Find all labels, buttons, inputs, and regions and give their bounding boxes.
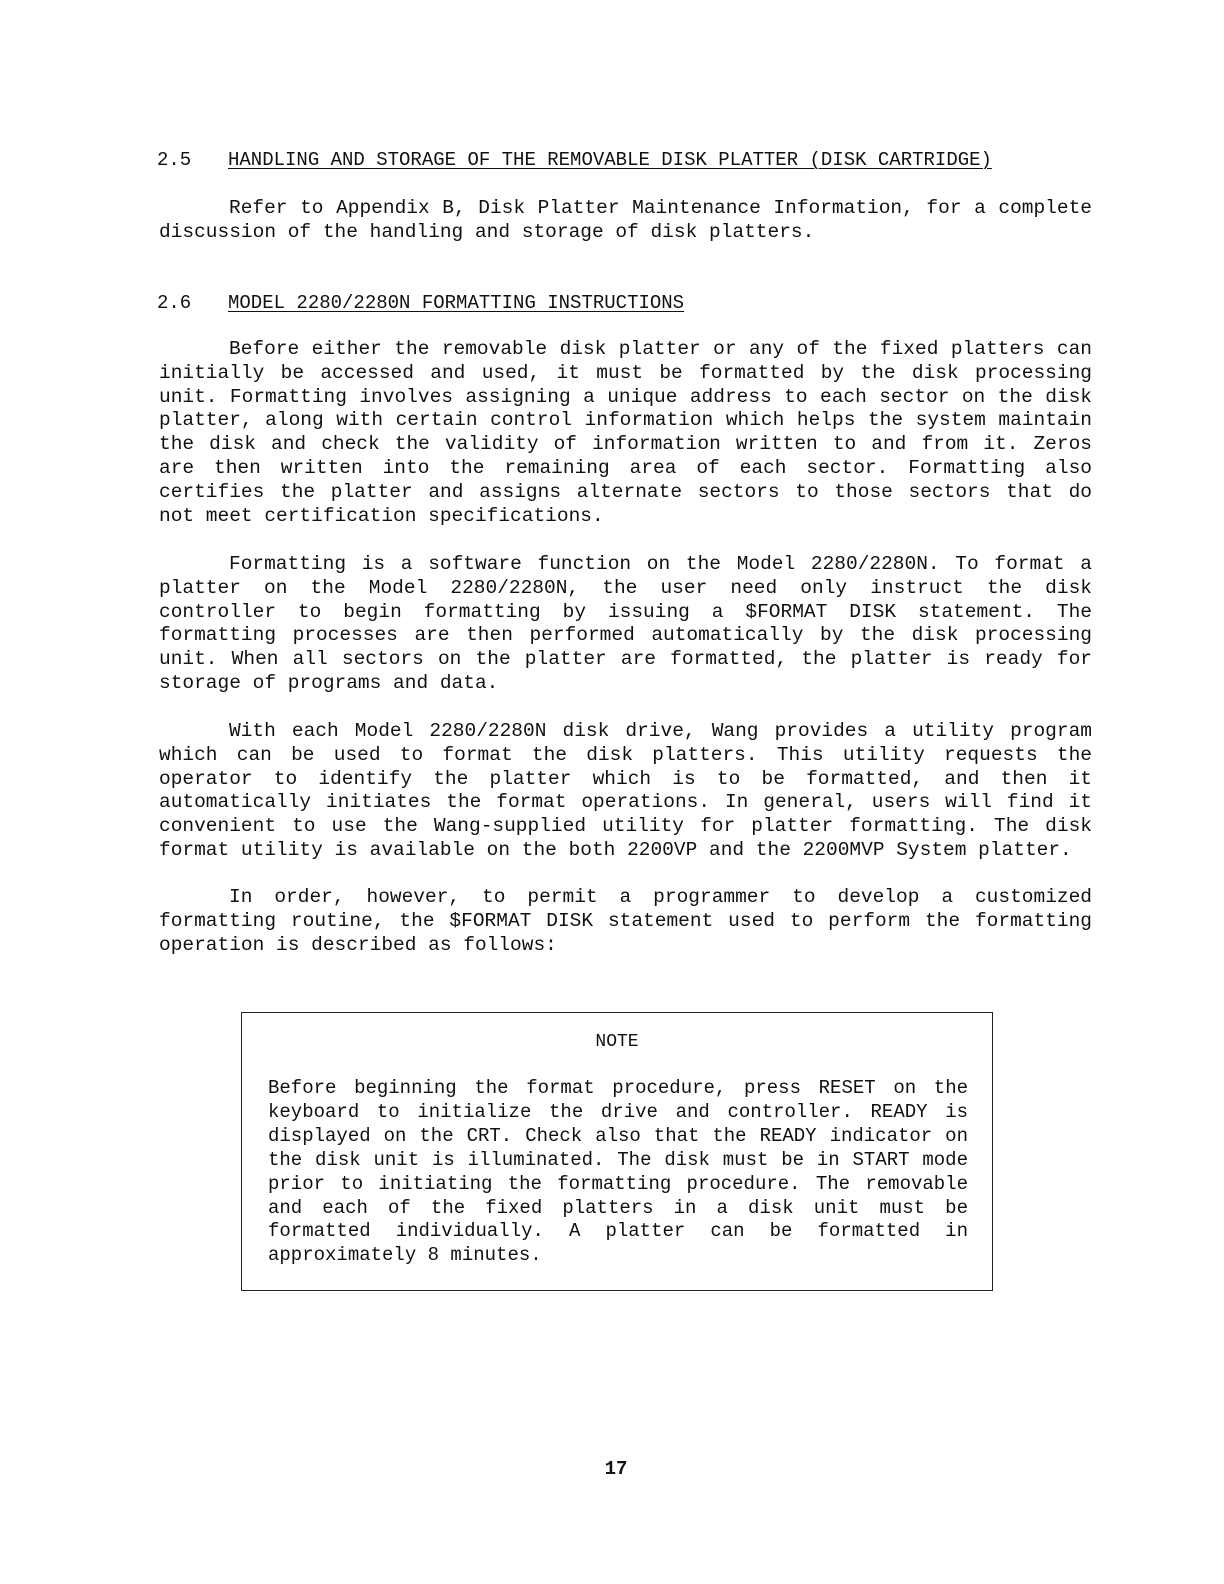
- section-title: HANDLING AND STORAGE OF THE REMOVABLE DISK PLATTER (DISK CARTRIDGE): [228, 149, 992, 171]
- paragraph-custom-routine: In order, however, to permit a programmer to develop a customized formatting routine, the $FORMAT DISK statement used to perform the formatting operation is described as follows:: [159, 886, 1092, 956]
- section-number: 2.6: [157, 292, 192, 314]
- section-heading-2-6: [157, 291, 684, 315]
- note-text: Before beginning the format procedure, press RESET on the keyboard to initialize the drive and controller. READY is displayed on the CRT. Check also that the READY indicator on the disk unit is illuminated. The disk must be in START mode prior to initiating the formatting procedure. The removable and each of the fixed platters in a disk unit must be formatted individually. A platter can be formatted in approximately 8 minutes.: [268, 1077, 968, 1267]
- section-number: 2.5: [157, 149, 192, 171]
- section-heading-2-5: [157, 148, 992, 172]
- paragraph-utility-program: With each Model 2280/2280N disk drive, Wang provides a utility program which can be used to format the disk platters. This utility requests the operator to identify the platter which is to be formatted, and then it automatically initiates the format operations. In general, users will find it convenient to use the Wang-supplied utility for platter formatting. The disk format utility is available on the both 2200VP and the 2200MVP System platter.: [159, 720, 1092, 861]
- paragraph-formatting-overview: Before either the removable disk platter or any of the fixed platters can initially be accessed and used, it must be formatted by the disk processing unit. Formatting involves assigning a unique address to each sector on the disk platter, along with certain control information which helps the system maintain the disk and check the validity of information written to and from it. Zeros are then written into the remaining area of each sector. Formatting also certifies the platter and assigns alternate sectors to those sectors that do not meet certification specifications.: [159, 338, 1092, 527]
- section-title: MODEL 2280/2280N FORMATTING INSTRUCTIONS: [228, 292, 685, 314]
- page-number: 17: [604, 1458, 628, 1480]
- paragraph-software-function: Formatting is a software function on the Model 2280/2280N. To format a platter on the Model 2280/2280N, the user need only instruct the disk controller to begin formatting by issuing a $FORMAT DISK statement. The formatting processes are then performed automatically by the disk processing unit. When all sectors on the platter are formatted, the platter is ready for storage of programs and data.: [159, 553, 1092, 694]
- paragraph-appendix-reference: Refer to Appendix B, Disk Platter Maintenance Information, for a complete discussion of the handling and storage of disk platters.: [159, 197, 1092, 243]
- note-box: [241, 1012, 993, 1291]
- note-title: NOTE: [595, 1032, 639, 1052]
